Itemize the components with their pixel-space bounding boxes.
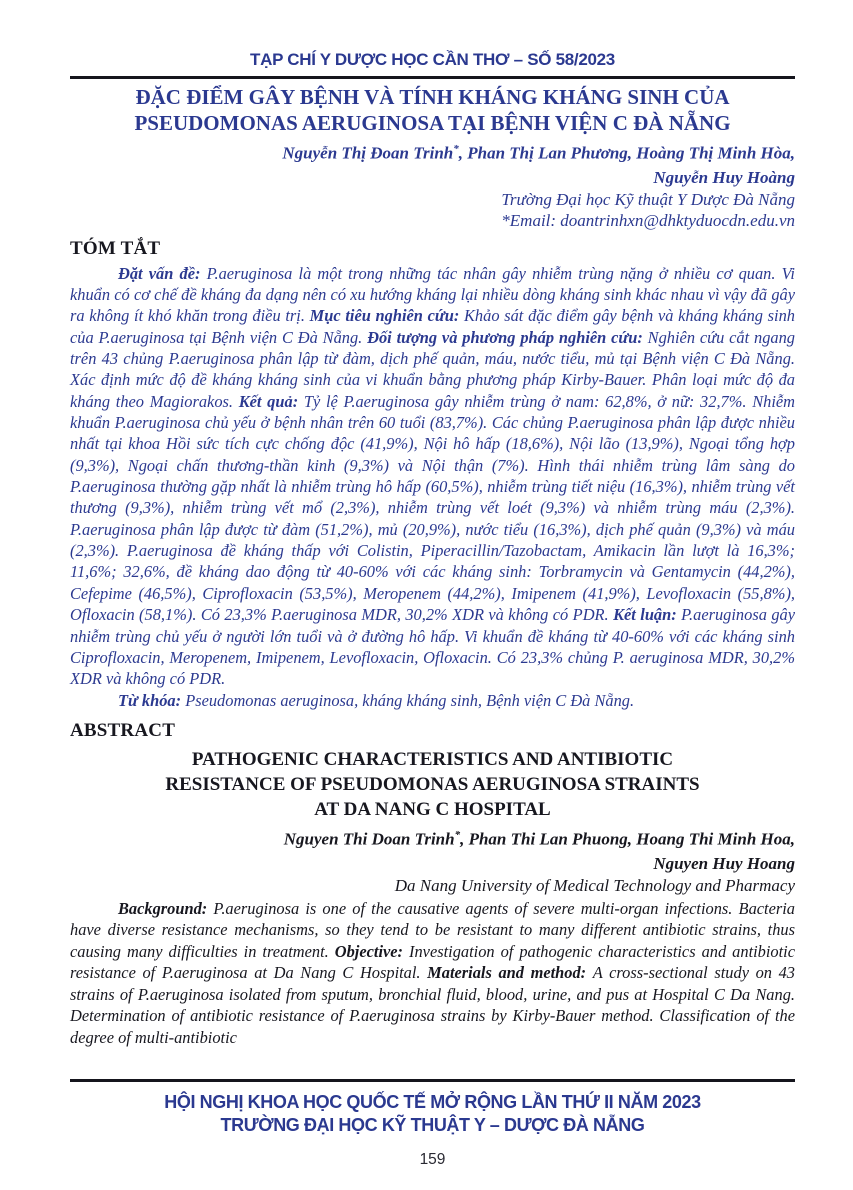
- article-title-vi: [70, 84, 795, 136]
- keywords-line: Từ khóa: Pseudomonas aeruginosa, kháng kháng sinh, Bệnh viện C Đà Nẵng.: [118, 690, 635, 710]
- section-heading-tom-tat: TÓM TẮT: [70, 237, 161, 259]
- header-divider: [70, 76, 795, 79]
- section-heading-abstract: ABSTRACT: [70, 720, 176, 742]
- authors-en-line1: Nguyen Thi Doan Trinh*, Phan Thi Lan Phuong, Hoang Thi Minh Hoa,: [283, 829, 795, 849]
- journal-header-title: TẠP CHÍ Y DƯỢC HỌC CẦN THƠ – SỐ 58/2023: [250, 50, 615, 69]
- page-footer: [70, 1073, 795, 1169]
- article-title-en-line1: PATHOGENIC CHARACTERISTICS AND ANTIBIOTIC: [191, 749, 674, 771]
- authors-vi-line2: Nguyễn Huy Hoàng: [653, 168, 795, 188]
- affiliation-en: Da Nang University of Medical Technology and Pharmacy: [394, 875, 795, 895]
- authors-vi-line1: Nguyễn Thị Đoan Trinh*, Phan Thị Lan Phương, Hoàng Thị Minh Hòa,: [282, 143, 795, 163]
- page-number: 159: [419, 1151, 446, 1168]
- abstract-vi-paragraph: Đặt vấn đề: P.aeruginosa là một trong những tác nhân gây nhiễm trùng nặng ở nhiều cơ quan. Vi khuẩn có cơ chế đề kháng đa dạng nên có xu hướng kháng lại nhiều dòng kháng sinh khác nhau vì vậy đã gây ra không ít khó khăn trong điều trị. Mục tiêu nghiên cứu: Khảo sát đặc điểm gây bệnh và kháng kháng sinh của P.aeruginosa tại Bệnh viện C Đà Nẵng. Đối tượng và phương pháp nghiên cứu: Nghiên cứu cắt ngang trên 43 chủng P.aeruginosa phân lập từ đàm, dịch phế quản, máu, nước tiểu, mủ tại Bệnh viện C Đà Nẵng. Xác định mức độ đề kháng kháng sinh của vi khuẩn bằng phương pháp Kirby-Bauer. Phân loại mức độ đa kháng theo Magiorakos. Kết quả: Tỷ lệ P.aeruginosa gây nhiễm trùng ở nam: 62,8%, ở nữ: 32,7%. Nhiễm khuẩn P.aeruginosa chủ yếu ở bệnh nhân trên 60 tuổi (83,7%). Các chủng P.aeruginosa phân lập được nhiều nhất tại khoa Hồi sức tích cực chống độc (41,9%), Nội hô hấp (18,6%), Nội lão (13,9%), Ngoại tổng hợp (9,3%), Ngoại chấn thương-thần kinh (9,3%) và Nội thận (7%). Hình thái nhiễm trùng lâm sàng do P.aeruginosa thường gặp nhất là nhiễm trùng hô hấp (60,5%), nhiễm trùng tiết niệu (16,3%), nhiễm trùng vết thương (9,3%), nhiễm trùng vết mổ (2,3%), nhiễm trùng vết loét (9,3%) và nhiễm trùng máu (2,3%). P.aeruginosa phân lập được từ đàm (51,2%), mủ (20,9%), nước tiểu (16,3%), dịch phế quản (9,3%) và máu (2,3%). P.aeruginosa đề kháng thấp với Colistin, Piperacillin/Tazobactam, Amikacin lần lượt là 16,3%; 11,6%; 32,6%, đề kháng dao động từ 40-60% với các kháng sinh: Torbramycin và Gentamycin (44,2%), Cefepime (46,5%), Ciprofloxacin (53,5%), Meropenem (44,2%), Imipenem (41,9%), Levofloxacin (55,8%), Ofloxacin (58,1%). Có 23,3% P.aeruginosa MDR, 30,2% XDR và không có PDR. Kết luận: P.aeruginosa gây nhiễm trùng chủ yếu ở người lớn tuổi và ở đường hô hấp. Vi khuẩn đề kháng từ 40-60% với các kháng sinh Ciprofloxacin, Meropenem, Imipenem, Levofloxacin, Ofloxacin. Có 23,3% chủng P. aeruginosa MDR, 30,2% XDR và không có PDR.: [70, 263, 796, 689]
- affiliation-vi: Trường Đại học Kỹ thuật Y Dược Đà Nẵng: [501, 189, 795, 209]
- article-title-vi-line2: PSEUDOMONAS AERUGINOSA TẠI BỆNH VIỆN C ĐÀ NẴNG: [134, 111, 731, 135]
- footer-divider: [70, 1079, 795, 1082]
- article-title-vi-line1: ĐẶC ĐIỂM GÂY BỆNH VÀ TÍNH KHÁNG KHÁNG SINH CỦA: [135, 85, 730, 109]
- article-title-en-line3: AT DA NANG C HOSPITAL: [314, 799, 551, 821]
- abstract-en-paragraph: Background: P.aeruginosa is one of the causative agents of severe multi-organ infections. Bacteria have diverse resistance mechanisms, so they tend to be resistant to many different antibiotic strains, thus causing many difficulties in treatment. Objective: Investigation of pathogenic characteristics and antibiotic resistance of P.aeruginosa at Da Nang C Hospital. Materials and method: A cross-sectional study on 43 strains of P.aeruginosa isolated from sputum, bronchial fluid, blood, urine, and pus at Hospital C Da Nang. Determination of antibiotic resistance of P.aeruginosa strains by Kirby-Bauer method. Classification of the degree of multi-antibiotic: [70, 898, 795, 1047]
- footer-university-line: TRƯỜNG ĐẠI HỌC KỸ THUẬT Y – DƯỢC ĐÀ NẴNG: [220, 1115, 645, 1135]
- article-title-en: [70, 747, 795, 822]
- article-title-en-line2: RESISTANCE OF PSEUDOMONAS AERUGINOSA STRAINTS: [165, 774, 700, 796]
- authors-en-line2: Nguyen Huy Hoang: [653, 854, 795, 874]
- email-line: *Email: doantrinhxn@dhktyduocdn.edu.vn: [501, 210, 795, 230]
- footer-conference-line: HỘI NGHỊ KHOA HỌC QUỐC TẾ MỞ RỘNG LẦN THỨ II NĂM 2023: [164, 1092, 701, 1112]
